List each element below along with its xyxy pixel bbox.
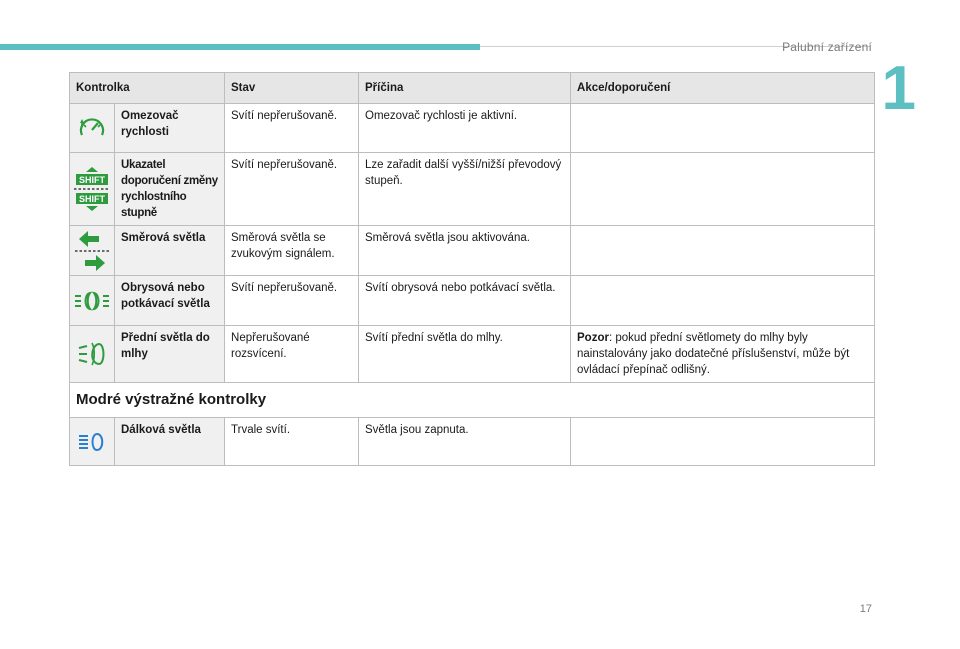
row-name: Směrová světla [115, 226, 225, 276]
column-header-action: Akce/doporučení [571, 73, 875, 104]
svg-text:SHIFT: SHIFT [79, 175, 105, 185]
action-text: : pokud přední světlomety do mlhy byly nainstalovány jako dodatečné příslušenství, může být ovládací přepínač odlišný. [577, 332, 850, 376]
row-action [571, 104, 875, 153]
row-action [571, 418, 875, 466]
row-cause: Světla jsou zapnuta. [359, 418, 571, 466]
shift-indicator-icon [74, 166, 110, 212]
row-name: Dálková světla [115, 418, 225, 466]
table-row [70, 276, 875, 326]
row-cause: Svítí obrysová nebo potkávací světla. [359, 276, 571, 326]
row-state: Nepřerušované rozsvícení. [225, 326, 359, 383]
row-action [571, 226, 875, 276]
section-title: Palubní zařízení [782, 40, 872, 54]
page-number: 17 [859, 603, 872, 615]
table-header-row [70, 73, 875, 104]
chapter-number: 1 [881, 54, 916, 123]
row-icon-cell [70, 226, 115, 276]
row-icon-cell [70, 104, 115, 153]
column-header-cause: Příčina [359, 73, 571, 104]
column-header-indicator: Kontrolka [70, 73, 225, 104]
warning-lights-table [69, 72, 875, 466]
table-row [70, 104, 875, 153]
header-accent-bar [0, 44, 480, 50]
row-state: Svítí nepřerušovaně. [225, 104, 359, 153]
action-warning-label: Pozor [577, 332, 609, 344]
row-state: Směrová světla se zvukovým signálem. [225, 226, 359, 276]
row-cause: Směrová světla jsou aktivována. [359, 226, 571, 276]
section-heading: Modré výstražné kontrolky [70, 383, 875, 418]
row-state: Svítí nepřerušovaně. [225, 153, 359, 226]
row-cause: Lze zařadit další vyšší/nižší převodový stupeň. [359, 153, 571, 226]
turn-signal-icon [75, 229, 109, 273]
front-fog-light-icon [77, 341, 107, 367]
row-action [571, 153, 875, 226]
table-row [70, 226, 875, 276]
sidelights-icon [74, 290, 110, 312]
row-icon-cell [70, 418, 115, 466]
row-name: Přední světla do mlhy [115, 326, 225, 383]
table-row [70, 153, 875, 226]
high-beam-icon [77, 431, 107, 453]
row-state: Svítí nepřerušovaně. [225, 276, 359, 326]
row-name: Obrysová nebo potkávací světla [115, 276, 225, 326]
row-cause: Svítí přední světla do mlhy. [359, 326, 571, 383]
speed-limiter-icon [77, 115, 107, 141]
row-icon-cell [70, 326, 115, 383]
row-icon-cell [70, 153, 115, 226]
section-heading-row [70, 383, 875, 418]
row-cause: Omezovač rychlosti je aktivní. [359, 104, 571, 153]
row-action [571, 276, 875, 326]
row-name: Omezovač rychlosti [115, 104, 225, 153]
table-row [70, 326, 875, 383]
row-state: Trvale svítí. [225, 418, 359, 466]
row-name: Ukazatel doporučení změny rychlostního stupně [115, 153, 225, 226]
row-icon-cell [70, 276, 115, 326]
svg-text:SHIFT: SHIFT [79, 194, 105, 204]
table-row [70, 418, 875, 466]
row-action [571, 326, 875, 383]
column-header-state: Stav [225, 73, 359, 104]
